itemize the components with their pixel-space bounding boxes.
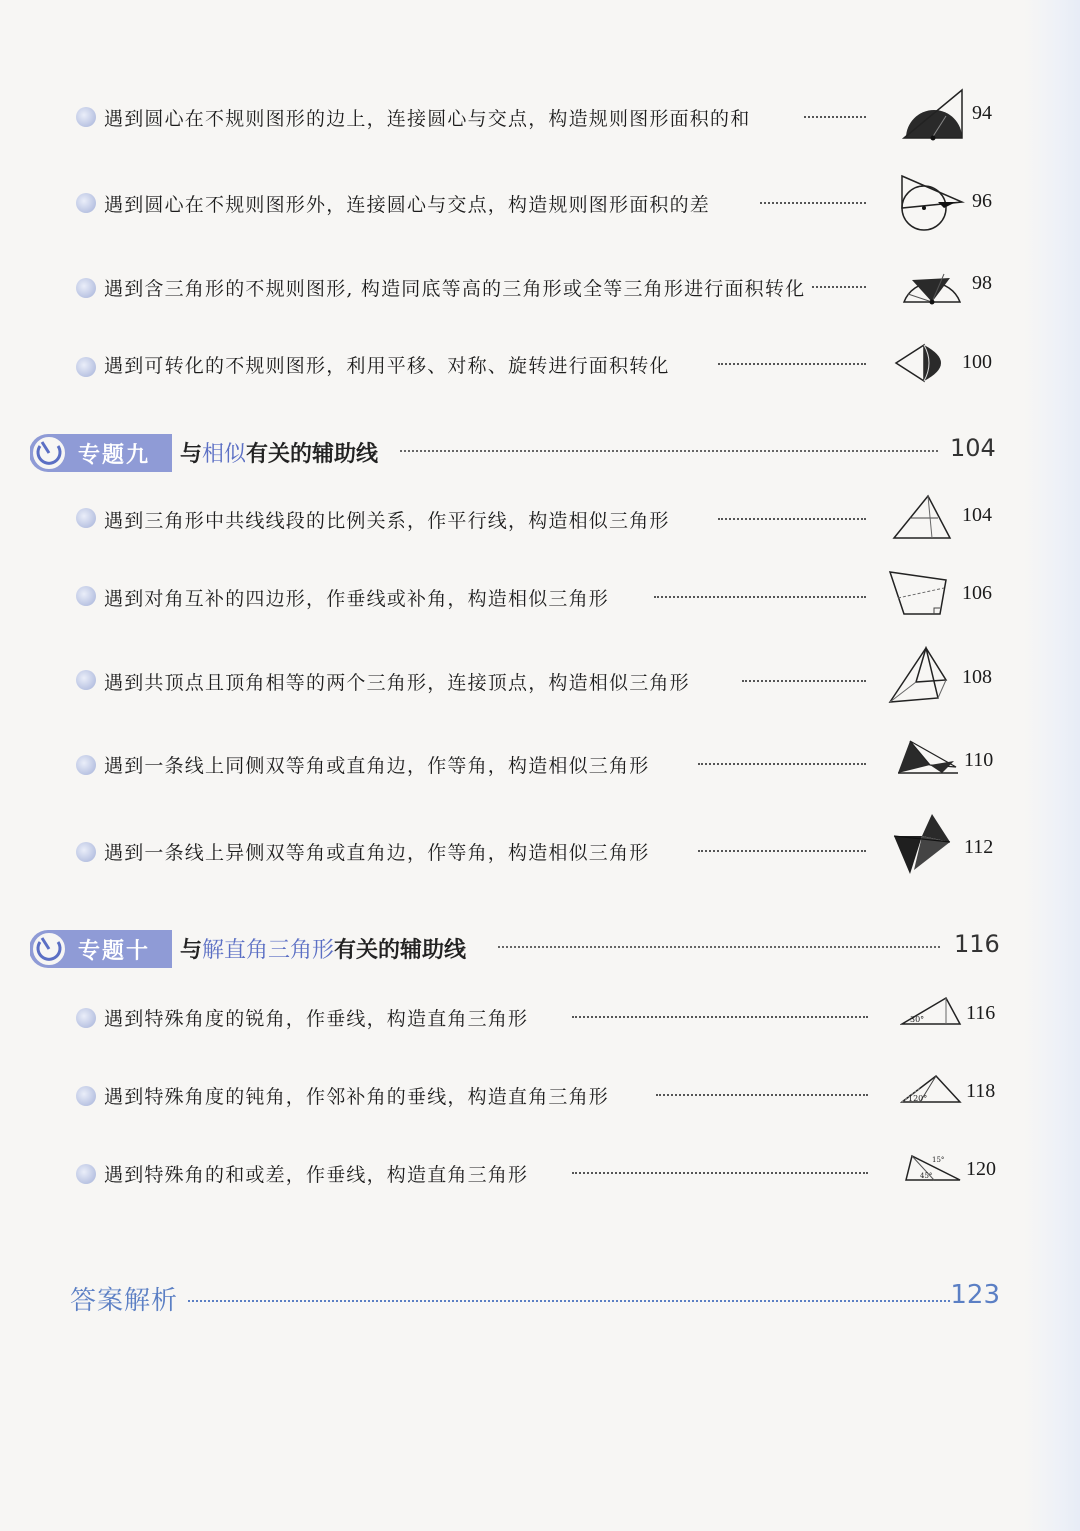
- topic-badge-label: 专题九: [78, 443, 151, 468]
- dot-leader: [498, 946, 940, 948]
- triangle-parallel-line-icon: [892, 492, 952, 542]
- page-number: 104: [962, 504, 992, 526]
- bullet-icon: [76, 1164, 96, 1184]
- toc-entry[interactable]: [0, 1142, 1080, 1202]
- dot-leader: [742, 680, 866, 682]
- topic-10-header[interactable]: [30, 930, 1050, 978]
- angle-label: 45°: [920, 1172, 933, 1180]
- entry-title: 遇到一条线上同侧双等角或直角边，作等角，构造相似三角形: [104, 755, 650, 777]
- toc-entry[interactable]: [0, 1064, 1080, 1124]
- entry-title: 遇到可转化的不规则图形，利用平移、对称、旋转进行面积转化: [104, 355, 670, 377]
- topic-9-header[interactable]: [30, 434, 1050, 482]
- angle-label: 30°: [910, 1015, 925, 1024]
- dot-leader: [718, 518, 866, 520]
- toc-entry[interactable]: [0, 333, 1080, 393]
- dot-leader: [718, 363, 866, 365]
- dot-leader: [400, 450, 938, 452]
- entry-title: 遇到对角互补的四边形，作垂线或补角，构造相似三角形: [104, 588, 610, 610]
- page-number: 123: [950, 1280, 1000, 1310]
- toc-entry[interactable]: [0, 566, 1080, 626]
- page-number: 112: [964, 836, 994, 858]
- dot-leader: [654, 596, 866, 598]
- bullet-icon: [76, 278, 96, 298]
- triangle-15-45deg-icon: [904, 1150, 964, 1184]
- quadrilateral-icon: [888, 568, 950, 618]
- toc-entry[interactable]: [0, 172, 1080, 232]
- toc-entry[interactable]: [0, 733, 1080, 793]
- bullet-icon: [76, 755, 96, 775]
- angle-label: 15°: [932, 1156, 945, 1164]
- entry-title: 遇到特殊角度的钝角，作邻补角的垂线，构造直角三角形: [104, 1086, 610, 1108]
- entry-title: 遇到一条线上异侧双等角或直角边，作等角，构造相似三角形: [104, 842, 650, 864]
- topic-badge-label: 专题十: [78, 939, 151, 964]
- dot-leader: [812, 286, 866, 288]
- page-number: 94: [972, 102, 992, 124]
- page-number: 104: [950, 434, 996, 462]
- bullet-icon: [76, 586, 96, 606]
- bullet-icon: [76, 107, 96, 127]
- page-number: 116: [954, 930, 1000, 958]
- toc-entry[interactable]: [0, 488, 1080, 548]
- bullet-icon: [76, 193, 96, 213]
- bullet-icon: [76, 842, 96, 862]
- dot-leader: [760, 202, 866, 204]
- page-number: 108: [962, 666, 992, 688]
- opposite-side-triangles-icon: [892, 812, 954, 880]
- entry-title: 遇到圆心在不规则图形外，连接圆心与交点，构造规则图形面积的差: [104, 194, 711, 216]
- answer-section-entry[interactable]: [70, 1280, 1000, 1320]
- entry-title: 遇到共顶点且顶角相等的两个三角形，连接顶点，构造相似三角形: [104, 672, 690, 694]
- toc-entry[interactable]: [0, 650, 1080, 710]
- page-number: 100: [962, 351, 992, 373]
- semicircle-in-triangle-icon: [900, 86, 966, 144]
- page-number: 106: [962, 582, 992, 604]
- answer-label: 答案解析: [70, 1286, 179, 1316]
- sector-triangle-icon: [900, 262, 964, 308]
- topic-title: 与解直角三角形有关的辅助线: [180, 938, 467, 963]
- toc-entry[interactable]: [0, 256, 1080, 316]
- dot-leader: [572, 1172, 868, 1174]
- bullet-icon: [76, 670, 96, 690]
- toc-entry[interactable]: [0, 86, 1080, 146]
- shared-vertex-triangles-icon: [888, 644, 950, 708]
- dot-leader: [188, 1300, 950, 1302]
- bullet-icon: [76, 1008, 96, 1028]
- lens-shape-icon: [894, 343, 956, 383]
- triangle-120deg-icon: [900, 1074, 962, 1106]
- bullet-icon: [76, 1086, 96, 1106]
- topic-title: 与相似有关的辅助线: [180, 442, 379, 467]
- toc-entry[interactable]: [0, 820, 1080, 880]
- dot-leader: [698, 763, 866, 765]
- page-number: 96: [972, 190, 992, 212]
- dot-leader: [572, 1016, 868, 1018]
- dot-leader: [804, 116, 866, 118]
- page-number: 116: [966, 1002, 996, 1024]
- toc-entry[interactable]: [0, 986, 1080, 1046]
- page-number: 98: [972, 272, 992, 294]
- entry-title: 遇到三角形中共线线段的比例关系，作平行线，构造相似三角形: [104, 510, 670, 532]
- angle-label: 120°: [908, 1094, 928, 1103]
- entry-title: 遇到特殊角的和或差，作垂线，构造直角三角形: [104, 1164, 529, 1186]
- entry-title: 遇到圆心在不规则图形的边上，连接圆心与交点，构造规则图形面积的和: [104, 108, 751, 130]
- bullet-icon: [76, 357, 96, 377]
- dot-leader: [698, 850, 866, 852]
- entry-title: 遇到特殊角度的锐角，作垂线，构造直角三角形: [104, 1008, 529, 1030]
- page-number: 120: [966, 1158, 996, 1180]
- same-side-triangles-icon: [896, 737, 960, 777]
- entry-title: 遇到含三角形的不规则图形, 构造同底等高的三角形或全等三角形进行面积转化: [104, 278, 806, 300]
- dot-leader: [656, 1094, 868, 1096]
- page-number: 110: [964, 749, 994, 771]
- circle-with-tangent-triangle-icon: [898, 172, 966, 232]
- bullet-icon: [76, 508, 96, 528]
- triangle-30deg-icon: [900, 994, 962, 1028]
- page-number: 118: [966, 1080, 996, 1102]
